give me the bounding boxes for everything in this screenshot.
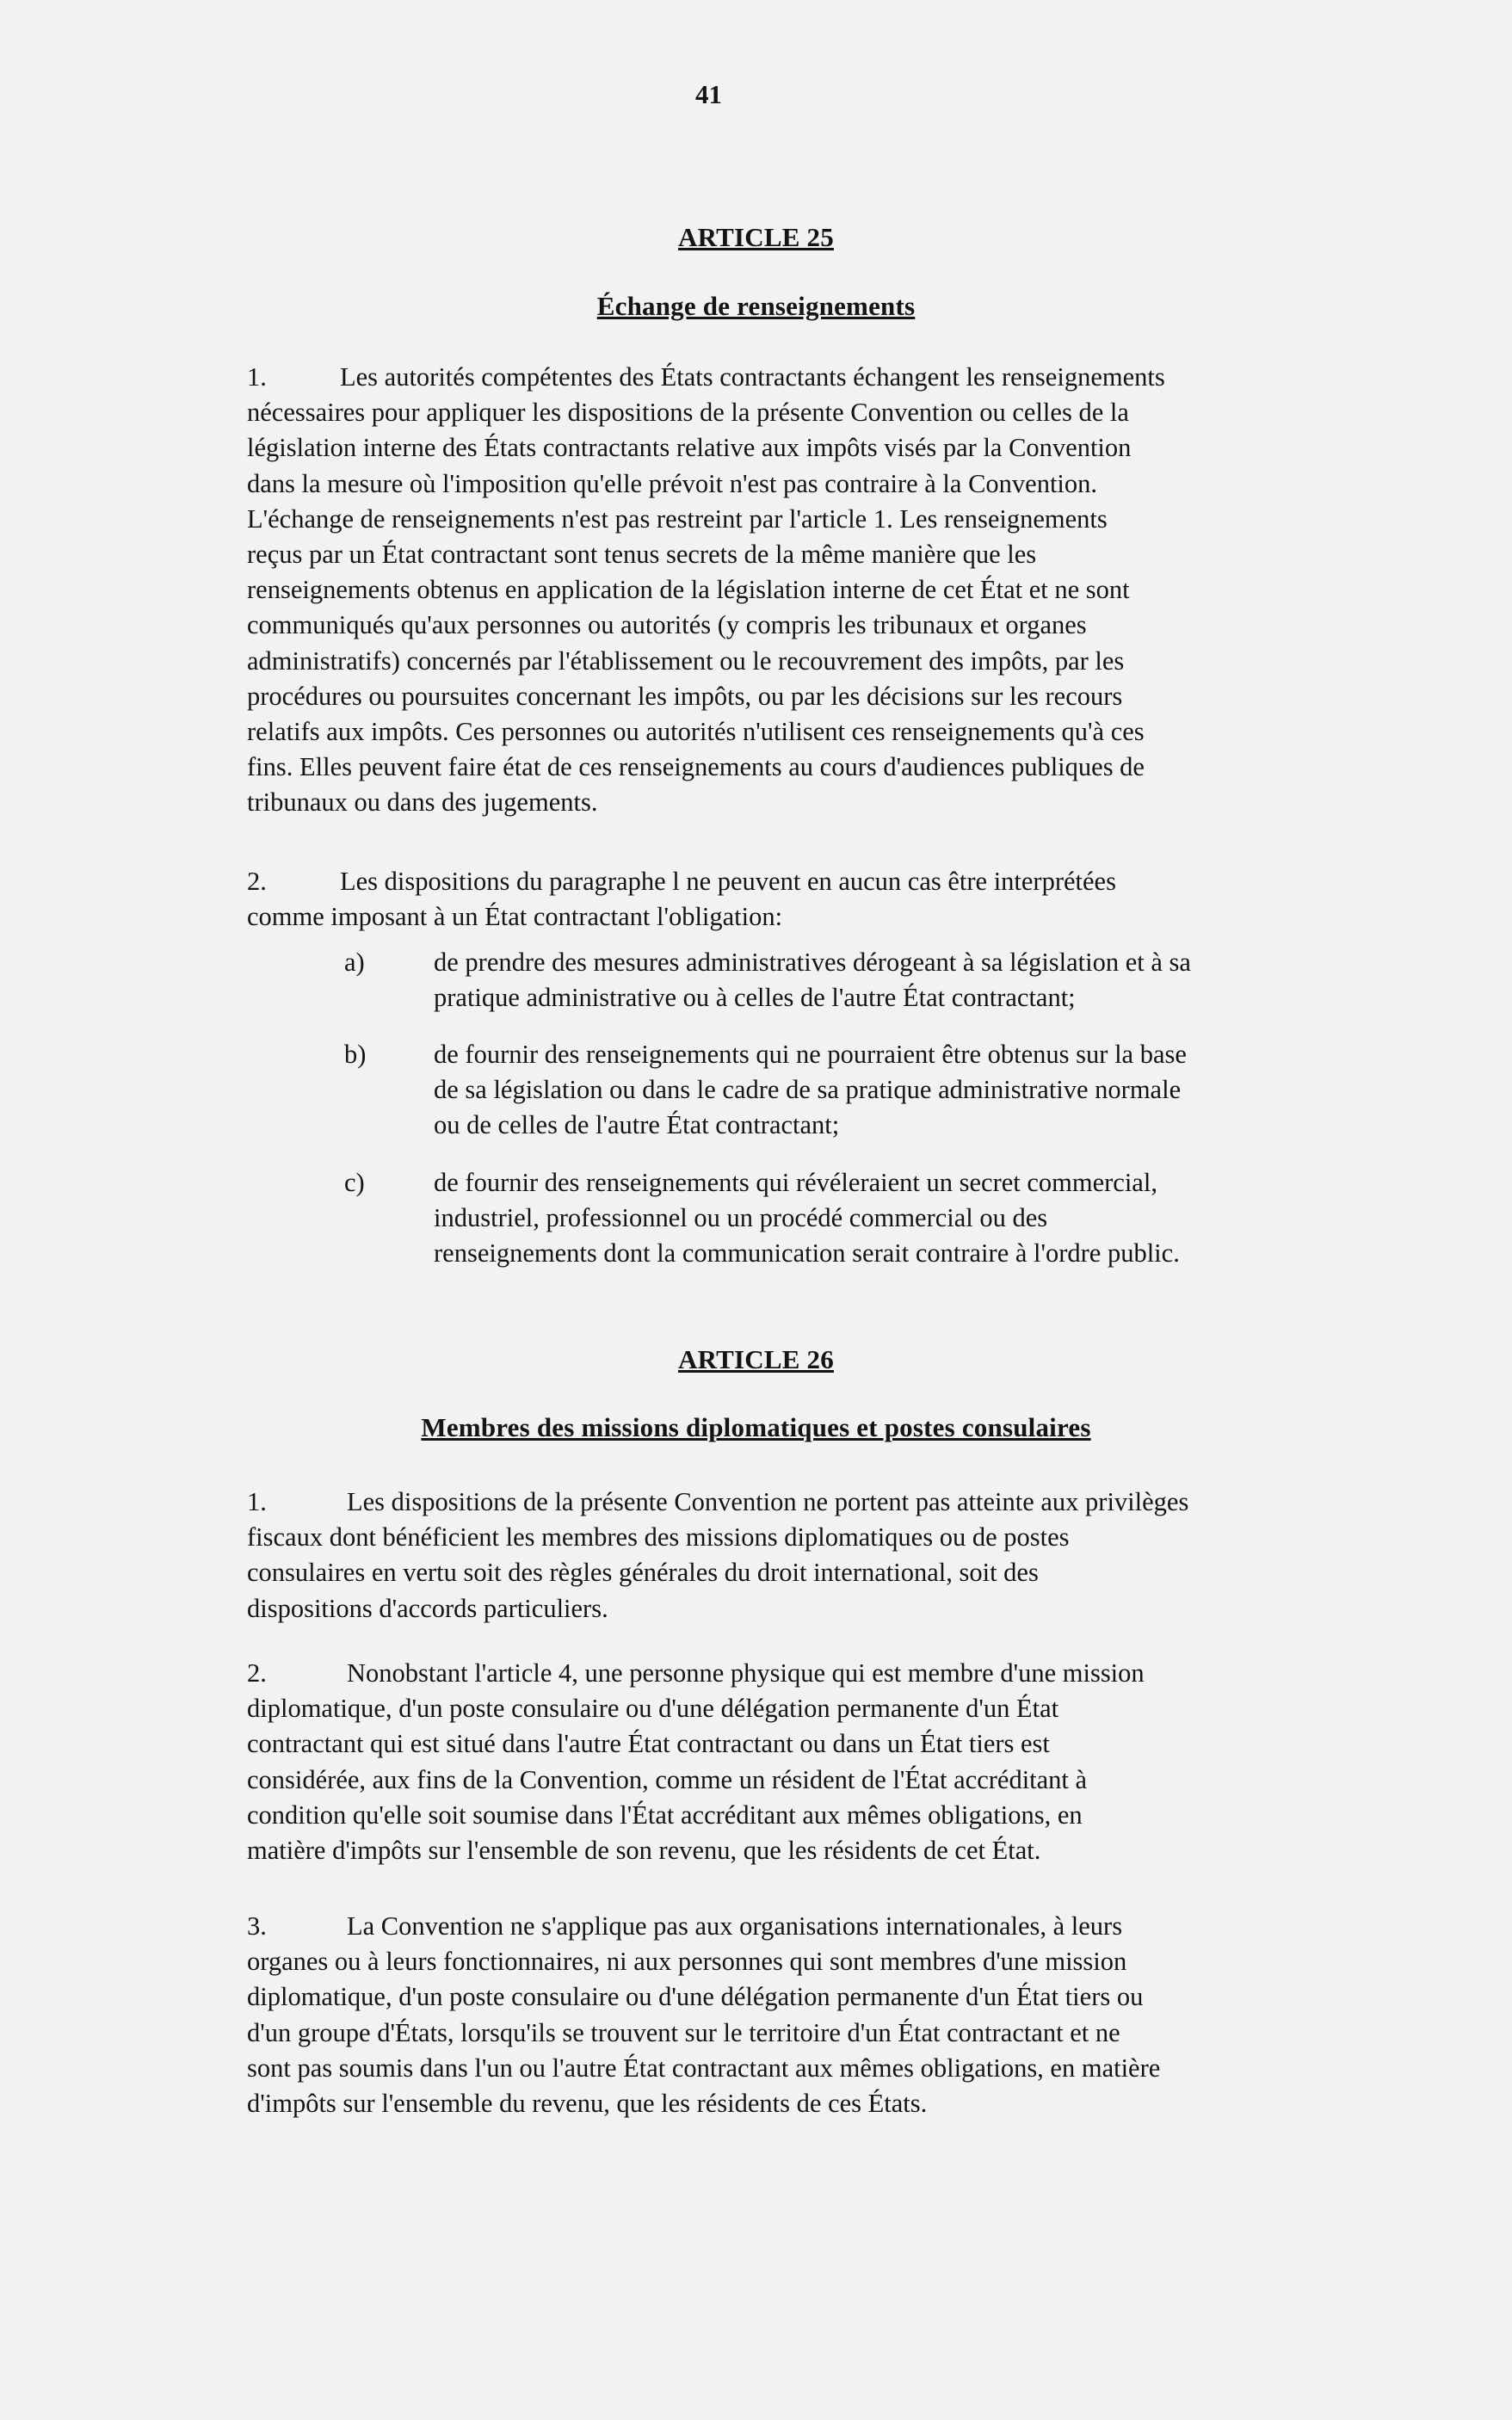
article-25-paragraph-2 bbox=[247, 864, 1314, 935]
paragraph-number: 2. bbox=[247, 1658, 267, 1688]
list-item-c bbox=[344, 1165, 1334, 1277]
article-26-paragraph-1 bbox=[247, 1485, 1314, 1627]
paragraph-line: L'échange de renseignements n'est pas restreint par l'article 1. Les renseignements bbox=[247, 503, 1108, 534]
article-25-heading: ARTICLE 25 bbox=[678, 222, 834, 252]
paragraph-line: fins. Elles peuvent faire état de ces renseignements au cours d'audiences publiques de bbox=[247, 752, 1145, 782]
article-26-paragraph-2 bbox=[247, 1656, 1314, 1868]
paragraph-line: dispositions d'accords particuliers. bbox=[247, 1593, 608, 1623]
paragraph-line: considérée, aux fins de la Convention, comme un résident de l'État accréditant à bbox=[247, 1764, 1088, 1794]
paragraph-line: administratifs) concernés par l'établissement ou le recouvrement des impôts, par les bbox=[247, 645, 1125, 676]
paragraph-line: fiscaux dont bénéficient les membres des missions diplomatiques ou de postes bbox=[247, 1522, 1070, 1553]
list-item-text: de fournir des renseignements qui ne pourraient être obtenus sur la base de sa législation ou dans le cadre de sa pratique administrative normale ou de celles de l'autre État contractant; bbox=[434, 1040, 1187, 1140]
list-item-a bbox=[344, 945, 1334, 1022]
article-25-paragraph-1 bbox=[247, 360, 1314, 821]
paragraph-line: procédures ou poursuites concernant les impôts, ou par les décisions sur les recours bbox=[247, 681, 1123, 711]
paragraph-number: 1. bbox=[247, 362, 267, 392]
paragraph-number: 3. bbox=[247, 1911, 267, 1941]
paragraph-line: 1. Les autorités compétentes des États contractants échangent les renseignements bbox=[247, 360, 1314, 395]
paragraph-line: d'impôts sur l'ensemble du revenu, que les résidents de ces États. bbox=[247, 2089, 928, 2119]
paragraph-line: matière d'impôts sur l'ensemble de son revenu, que les résidents de cet État. bbox=[247, 1836, 1041, 1866]
paragraph-line: 2. Nonobstant l'article 4, une personne physique qui est membre d'une mission bbox=[247, 1656, 1314, 1691]
paragraph-line: contractant qui est situé dans l'autre État contractant ou dans un État tiers est bbox=[247, 1729, 1050, 1759]
paragraph-number: 1. bbox=[247, 1487, 267, 1516]
list-item-letter: a) bbox=[344, 948, 365, 977]
list-item-text: de prendre des mesures administratives dérogeant à sa législation et à sa pratique administrative ou à celles de l'autre État contractant; bbox=[434, 948, 1191, 1013]
paragraph-line: 1. Les dispositions de la présente Convention ne portent pas atteinte aux privilèges bbox=[247, 1485, 1314, 1520]
paragraph-line: diplomatique, d'un poste consulaire ou d'une délégation permanente d'un État tiers ou bbox=[247, 1982, 1144, 2012]
paragraph-line: dans la mesure où l'imposition qu'elle prévoit n'est pas contraire à la Convention. bbox=[247, 468, 1098, 498]
article-26-heading: ARTICLE 26 bbox=[678, 1344, 834, 1374]
paragraph-line: condition qu'elle soit soumise dans l'État accréditant aux mêmes obligations, en bbox=[247, 1800, 1083, 1830]
paragraph-line: d'un groupe d'États, lorsqu'ils se trouvent sur le territoire d'un État contractant et ne bbox=[247, 2017, 1120, 2047]
article-26-paragraph-3 bbox=[247, 1909, 1314, 2121]
paragraph-line: 3. La Convention ne s'applique pas aux organisations internationales, à leurs bbox=[247, 1909, 1314, 1944]
paragraph-line: communiqués qu'aux personnes ou autorités (y compris les tribunaux et organes bbox=[247, 610, 1087, 640]
paragraph-line: relatifs aux impôts. Ces personnes ou autorités n'utilisent ces renseignements qu'à ces bbox=[247, 717, 1145, 747]
article-25-subheading: Échange de renseignements bbox=[596, 291, 916, 321]
list-item-b bbox=[344, 1037, 1334, 1149]
paragraph-line: nécessaires pour appliquer les dispositions de la présente Convention ou celles de la bbox=[247, 398, 1129, 428]
paragraph-line: renseignements obtenus en application de la législation interne de cet État et ne sont bbox=[247, 575, 1130, 605]
list-item-letter: b) bbox=[344, 1040, 367, 1069]
paragraph-line: diplomatique, d'un poste consulaire ou d'une délégation permanente d'un État bbox=[247, 1694, 1059, 1724]
page-number: 41 bbox=[695, 79, 722, 109]
paragraph-line: sont pas soumis dans l'un ou l'autre État contractant aux mêmes obligations, en matière bbox=[247, 2053, 1161, 2083]
paragraph-line: organes ou à leurs fonctionnaires, ni aux personnes qui sont membres d'une mission bbox=[247, 1947, 1127, 1977]
list-item-letter: c) bbox=[344, 1168, 365, 1197]
paragraph-number: 2. bbox=[247, 867, 267, 896]
paragraph-line: 2. Les dispositions du paragraphe l ne peuvent en aucun cas être interprétées bbox=[247, 864, 1314, 899]
article-26-subheading: Membres des missions diplomatiques et postes consulaires bbox=[421, 1412, 1091, 1442]
paragraph-line: tribunaux ou dans des jugements. bbox=[247, 787, 598, 818]
paragraph-line: consulaires en vertu soit des règles générales du droit international, soit des bbox=[247, 1558, 1039, 1588]
paragraph-line: comme imposant à un État contractant l'obligation: bbox=[247, 902, 783, 932]
paragraph-line: législation interne des États contractants relative aux impôts visés par la Convention bbox=[247, 433, 1132, 463]
list-item-text: de fournir des renseignements qui révéleraient un secret commercial, industriel, professionnel ou un procédé commercial ou des renseignements dont la communication serait contraire à l'ordre public. bbox=[434, 1168, 1180, 1269]
paragraph-line: reçus par un État contractant sont tenus secrets de la même manière que les bbox=[247, 540, 1037, 570]
